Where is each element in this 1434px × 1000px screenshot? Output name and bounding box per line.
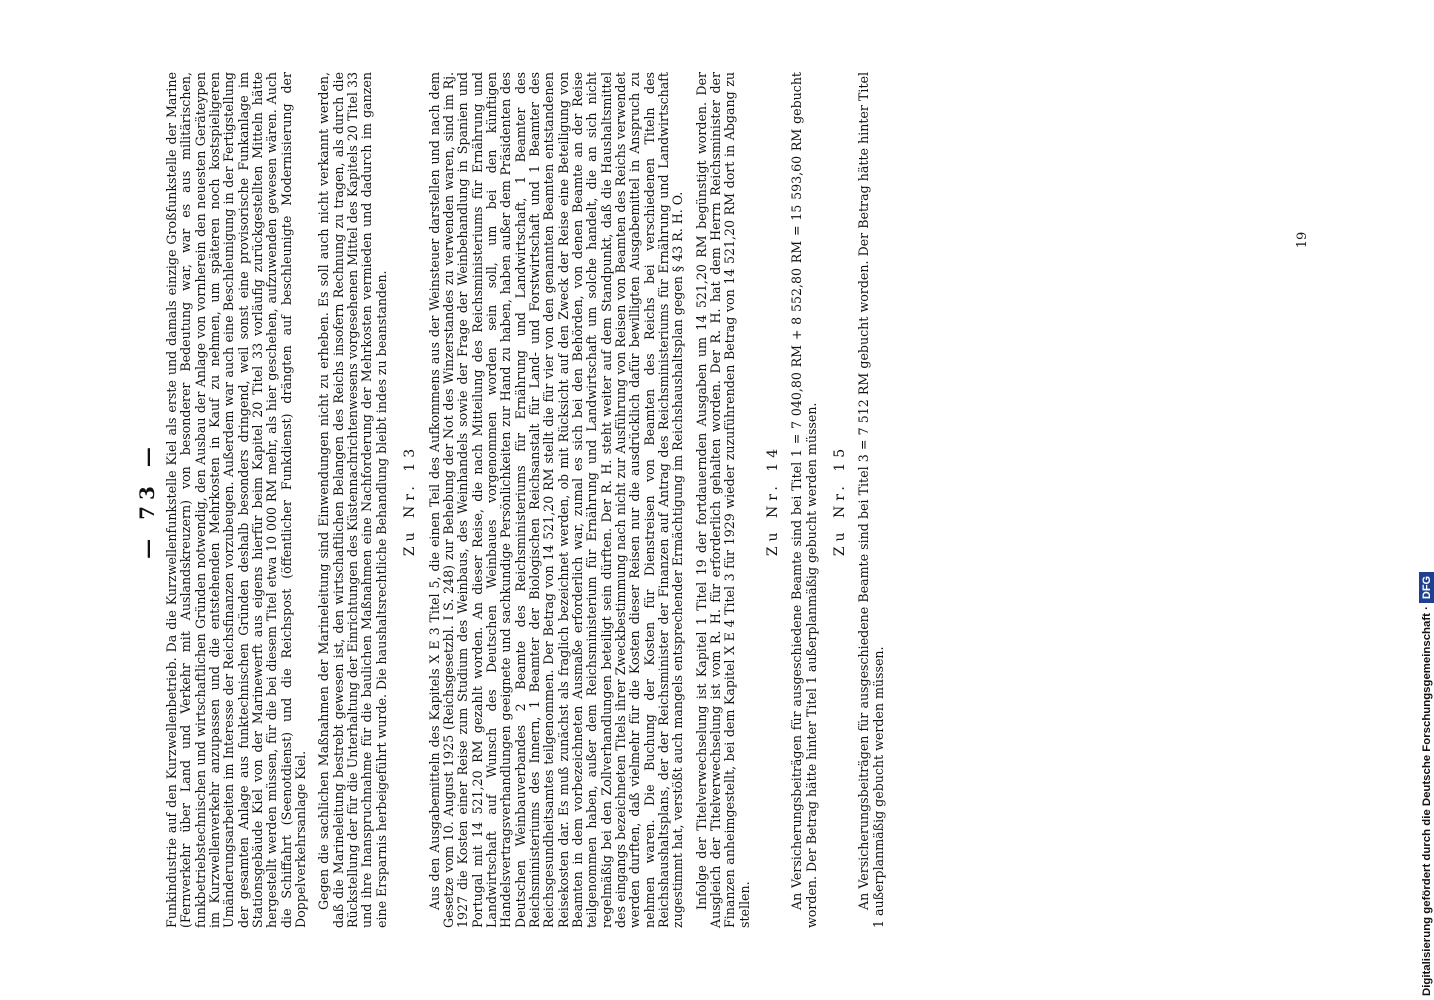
paragraph-weinsteuer: Aus den Ausgabemitteln des Kapitels X E 3 Titel 5, die einen Teil des Aufkommens aus der Weinsteuer darstellen und nach dem Gesetze vom 10. August 1925 (Reichsgesetzbl. I S. 248) zur Behebung der Not des Winzerstandes zu verwenden waren, sind im Rj. 1927 die Kosten einer Reise zum Studium des Weinbaus, des Weinhandels sowie der Frage der Weinbehandlung in Spanien und Portugal mit 14 521,20 RM gezahlt worden. An dieser Reise, die nach Mitteilung des Reichsministeriums für Ernährung und Landwirtschaft auf Wunsch des Deutschen Weinbaues vorgenommen worden sein soll, um bei den künftigen Handelsvertragsverhandlungen geeignete und sachkundige Persönlichkeiten zur Hand zu haben, haben außer dem Präsidenten des Deutschen Weinbauverbandes 2 Beamte des Reichsministeriums für Ernährung und Landwirtschaft, 1 Beamter des Reichsministeriums des Innern, 1 Beamter der Biologischen Reichsanstalt für Land- und Forstwirtschaft und 1 Beamter des Reichsgesundheitsamtes teilgenommen. Der Betrag von 14 521,20 RM stellt die für vier von den genannten Beamten entstandenen Reisekosten dar. Es muß zunächst als fraglich bezeichnet werden, ob mit Rücksicht auf den Zweck der Reise eine Beteiligung von Beamten in dem vorbezeichneten Ausmaße erforderlich war, zumal es sich bei den Behörden, von denen Beamte an der Reise teilgenommen haben, außer dem Reichsministerium für Ernährung und Landwirtschaft um solche handelt, die an sich nicht regelmäßig bei den Zollverhandlungen beteiligt sein dürften. Der R. H. steht weiter auf dem Standpunkt, daß die Haushaltsmittel des eingangs bezeichneten Titels ihrer Zweckbestimmung nach nicht zur Ausführung von Reisen von Beamten des Reichs verwendet werden durften, daß vielmehr für die Kosten dieser Reisen nur die ausdrücklich dafür bewilligten Ausgabemittel in Anspruch zu nehmen waren. Die Buchung der Kosten für Dienstreisen von Beamten des Reichs bei verschiedenen Titeln des Reichshaushaltsplans, der der Reichsminister der Finanzen auf Antrag des Reichsministeriums für Ernährung und Landwirtschaft zugestimmt hat, verstößt auch mangels entsprechender Ermächtigung im Reichshaushaltsplan gegen § 43 R. H. O. bbox=[426, 72, 686, 928]
document-body bbox=[165, 72, 1295, 928]
paragraph-einwendungen: Gegen die sachlichen Maßnahmen der Marineleitung sind Einwendungen nicht zu erheben. Es soll auch nicht verkannt werden, daß die Marineleitung bestrebt gewesen ist, den wirtschaftlichen Belangen des Reichs insofern Rechnung zu tragen, als durch die Rückstellung der für die Unterhaltung der Einrichtungen des Küstennachrichtenwesens vorgesehenen Mittel des Kapitels 20 Titel 33 und ihre Inanspruchnahme für die baulichen Maßnahmen eine Nachforderung der Mehrkosten vermieden und dadurch im ganzen eine Ersparnis herbeigeführt wurde. Die haushaltsrechtliche Behandlung bleibt indes zu beanstanden. bbox=[316, 72, 389, 928]
dfg-logo: DFG bbox=[1419, 572, 1434, 603]
page-header: — 73 — bbox=[135, 441, 159, 559]
section-heading-13: Zu Nr. 13 bbox=[402, 443, 419, 557]
signature-number: 19 bbox=[1295, 231, 1310, 249]
paragraph-titelverwechselung: Infolge der Titelverwechselung ist Kapitel 1 Titel 19 der fortdauernden Ausgaben um 14 521,20 RM begünstigt worden. Der Ausgleich der Titelverwechselung ist vom R. H. für erforderlich gehalten worden. Der R. H. hat dem Herrn Reichsminister der Finanzen anheimgestellt, bei dem Kapitel X E 4 Titel 3 für 1929 wieder zuzuführenden Betrag von 14 521,20 RM dort in Abgang zu stellen. bbox=[693, 72, 752, 928]
document-sheet bbox=[135, 0, 1325, 1000]
dfg-credit-text: Digitalisierung gefördert durch die Deutsche Forschungsgemeinschaft · bbox=[1421, 606, 1433, 996]
paragraph-versicherung-15: An Versicherungsbeiträgen für ausgeschiedene Beamte sind bei Titel 3 = 7 512 RM gebucht worden. Der Betrag hätte hinter Titel 1 außerplanmäßig gebucht werden müssen. bbox=[856, 72, 886, 928]
paragraph-kurzwellen: Funkindustrie auf den Kurzwellenbetrieb. Da die Kurzwellenfunkstelle Kiel als erste und damals einzige Großfunkstelle der Marine (Fernverkehr über Land und Verkehr mit Auslandskreuzern) von besonderer Bedeutung war, war es aus militärischen, funkbetriebstechnischen und wirtschaftlichen Gründen notwendig, den Ausbau der Anlage von vornherein den neuesten Geräteypen im Kurzwellenverkehr anzupassen und die entstehenden Mehrkosten in Kauf zu nehmen, um späteren noch kostspieligeren Umänderungsarbeiten im Interesse der Reichsfinanzen vorzubeugen. Außerdem war auch eine Beschleunigung in der Fertigstellung der gesamten Anlage aus funktechnischen Gründen deshalb besonders dringend, weil sonst eine provisorische Funkanlage im Stationsgebäude Kiel von der Marinewerft aus eigens hierfür beim Kapitel 20 Titel 33 vorläufig zurückgestellten Mitteln hätte hergestellt werden müssen, für die bei diesem Titel etwa 10 000 RM mehr, als hier geschehen, aufzuwenden gewesen wären. Auch die Schiffahrt (Seenotdienst) und die Reichspost (öffentlicher Funkdienst) drängten auf beschleunigte Modernisierung der Doppelverkehrsanlage Kiel. bbox=[164, 72, 309, 928]
dfg-credit bbox=[1415, 6, 1434, 996]
section-heading-15: Zu Nr. 15 bbox=[832, 443, 849, 557]
section-heading-14: Zu Nr. 14 bbox=[765, 443, 782, 557]
paragraph-versicherung-14: An Versicherungsbeiträgen für ausgeschiedene Beamte sind bei Titel 1 = 7 040,80 RM + 8 552,80 RM = 15 593,60 RM gebucht worden. Der Betrag hätte hinter Titel 1 außerplanmäßig gebucht werden müssen. bbox=[789, 72, 819, 928]
dfg-sidebar bbox=[1414, 6, 1434, 996]
